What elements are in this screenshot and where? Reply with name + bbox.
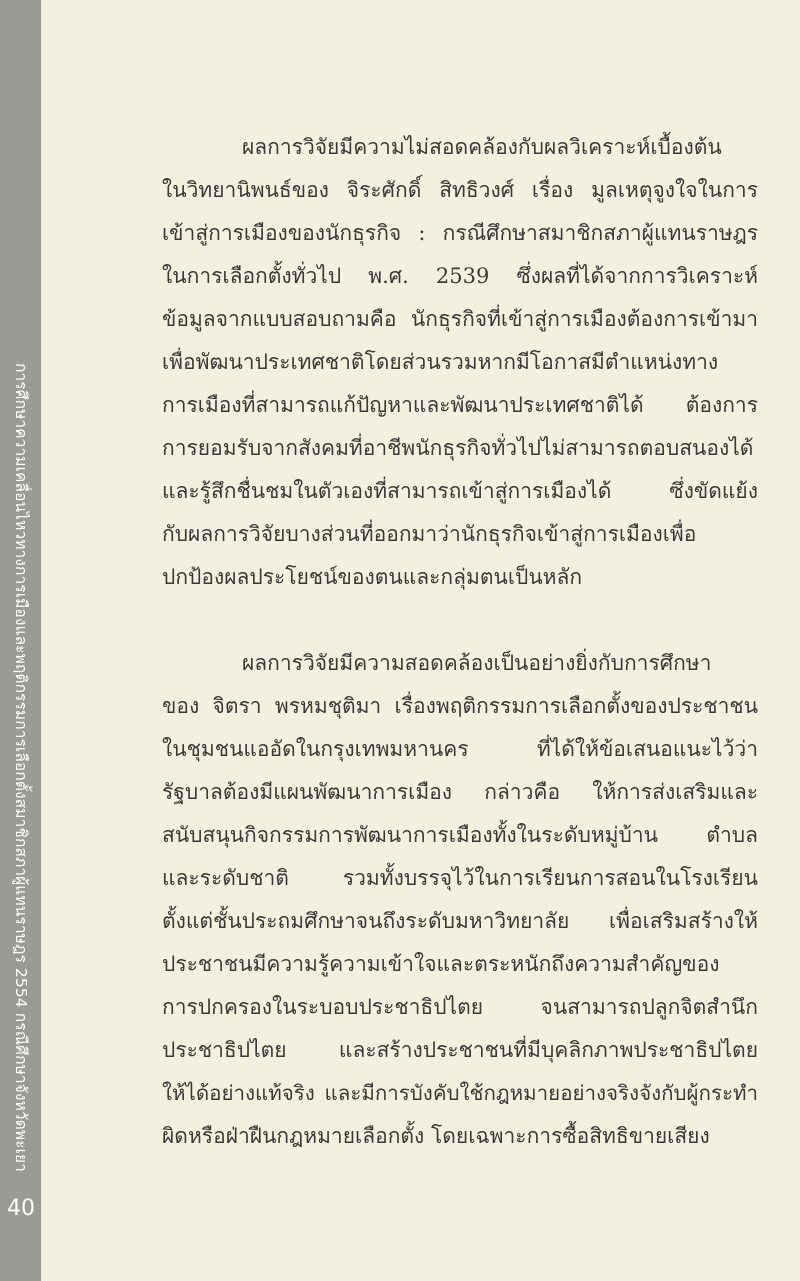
text-line: ตั้งแต่ชั้นประถมศึกษาจนถึงระดับมหาวิทยาลัย เพื่อเสริมสร้างให้ [162,909,758,933]
side-banner [0,0,41,1281]
text-line: และรู้สึกชื่นชมในตัวเองที่สามารถเข้าสู่การเมืองได้ ซึ่งขัดแย้ง [162,479,758,503]
text-line: ในชุมชนแออัดในกรุงเทพมหานคร ที่ได้ให้ข้อเสนอแนะไว้ว่า [162,737,758,761]
text-line: ผลการวิจัยมีความสอดคล้องเป็นอย่างยิ่งกับการศึกษา [242,651,712,675]
text-line: ผิดหรือฝ่าฝืนกฎหมายเลือกตั้ง โดยเฉพาะการซื้อสิทธิขายเสียง [162,1124,710,1148]
text-line: ของ จิตรา พรหมชุติมา เรื่องพฤติกรรมการเลือกตั้งของประชาชน [162,694,758,718]
text-line: ข้อมูลจากแบบสอบถามคือ นักธุรกิจที่เข้าสู่การเมืองต้องการเข้ามา [162,307,758,331]
text-line: การเมืองที่สามารถแก้ปัญหาและพัฒนาประเทศชาติได้ ต้องการ [162,393,758,417]
book-title-vertical: การศึกษาความเคลื่อนไหวทางการเมืองและพฤติกรรมการเลือกตั้งสมาชิกสภาผู้แทนราษฎร 2554 กรณีศึกษาจังหวัดพะเยา [11,362,30,1172]
paragraph-2 [162,642,758,1158]
text-line: ให้ได้อย่างแท้จริง และมีการบังคับใช้กฎหมายอย่างจริงจังกับผู้กระทำ [162,1081,758,1105]
page-number: 40 [7,1196,35,1221]
text-line: เพื่อพัฒนาประเทศชาติโดยส่วนรวมหากมีโอกาสมีตำแหน่งทาง [162,350,719,374]
text-line: รัฐบาลต้องมีแผนพัฒนาการเมือง กล่าวคือ ให้การส่งเสริมและ [162,780,758,804]
text-line: และระดับชาติ รวมทั้งบรรจุไว้ในการเรียนการสอนในโรงเรียน [162,866,758,890]
text-line: ผลการวิจัยมีความไม่สอดคล้องกับผลวิเคราะห์เบื้องต้น [242,135,722,159]
body-text [162,126,758,1158]
text-line: ประชาธิปไตย และสร้างประชาชนที่มีบุคลิกภาพประชาธิปไตย [162,1038,758,1062]
text-line: การปกครองในระบอบประชาธิปไตย จนสามารถปลูกจิตสำนึก [162,995,758,1019]
paragraph-1 [162,126,758,599]
text-line: ในการเลือกตั้งทั่วไป พ.ศ. 2539 ซึ่งผลที่ได้จากการวิเคราะห์ [162,264,758,288]
text-line: การยอมรับจากสังคมที่อาชีพนักธุรกิจทั่วไปไม่สามารถตอบสนองได้ [162,436,754,460]
text-line: ปกป้องผลประโยชน์ของตนและกลุ่มตนเป็นหลัก [162,565,583,589]
text-line: สนับสนุนกิจกรรมการพัฒนาการเมืองทั้งในระดับหมู่บ้าน ตำบล [162,823,758,847]
text-line: ในวิทยานิพนธ์ของ จิระศักดิ์ สิทธิวงศ์ เรื่อง มูลเหตุจูงใจในการ [162,178,758,202]
text-line: ประชาชนมีความรู้ความเข้าใจและตระหนักถึงความสำคัญของ [162,952,720,976]
text-line: เข้าสู่การเมืองของนักธุรกิจ : กรณีศึกษาสมาชิกสภาผู้แทนราษฎร [162,221,758,245]
text-line: กับผลการวิจัยบางส่วนที่ออกมาว่านักธุรกิจเข้าสู่การเมืองเพื่อ [162,522,697,546]
